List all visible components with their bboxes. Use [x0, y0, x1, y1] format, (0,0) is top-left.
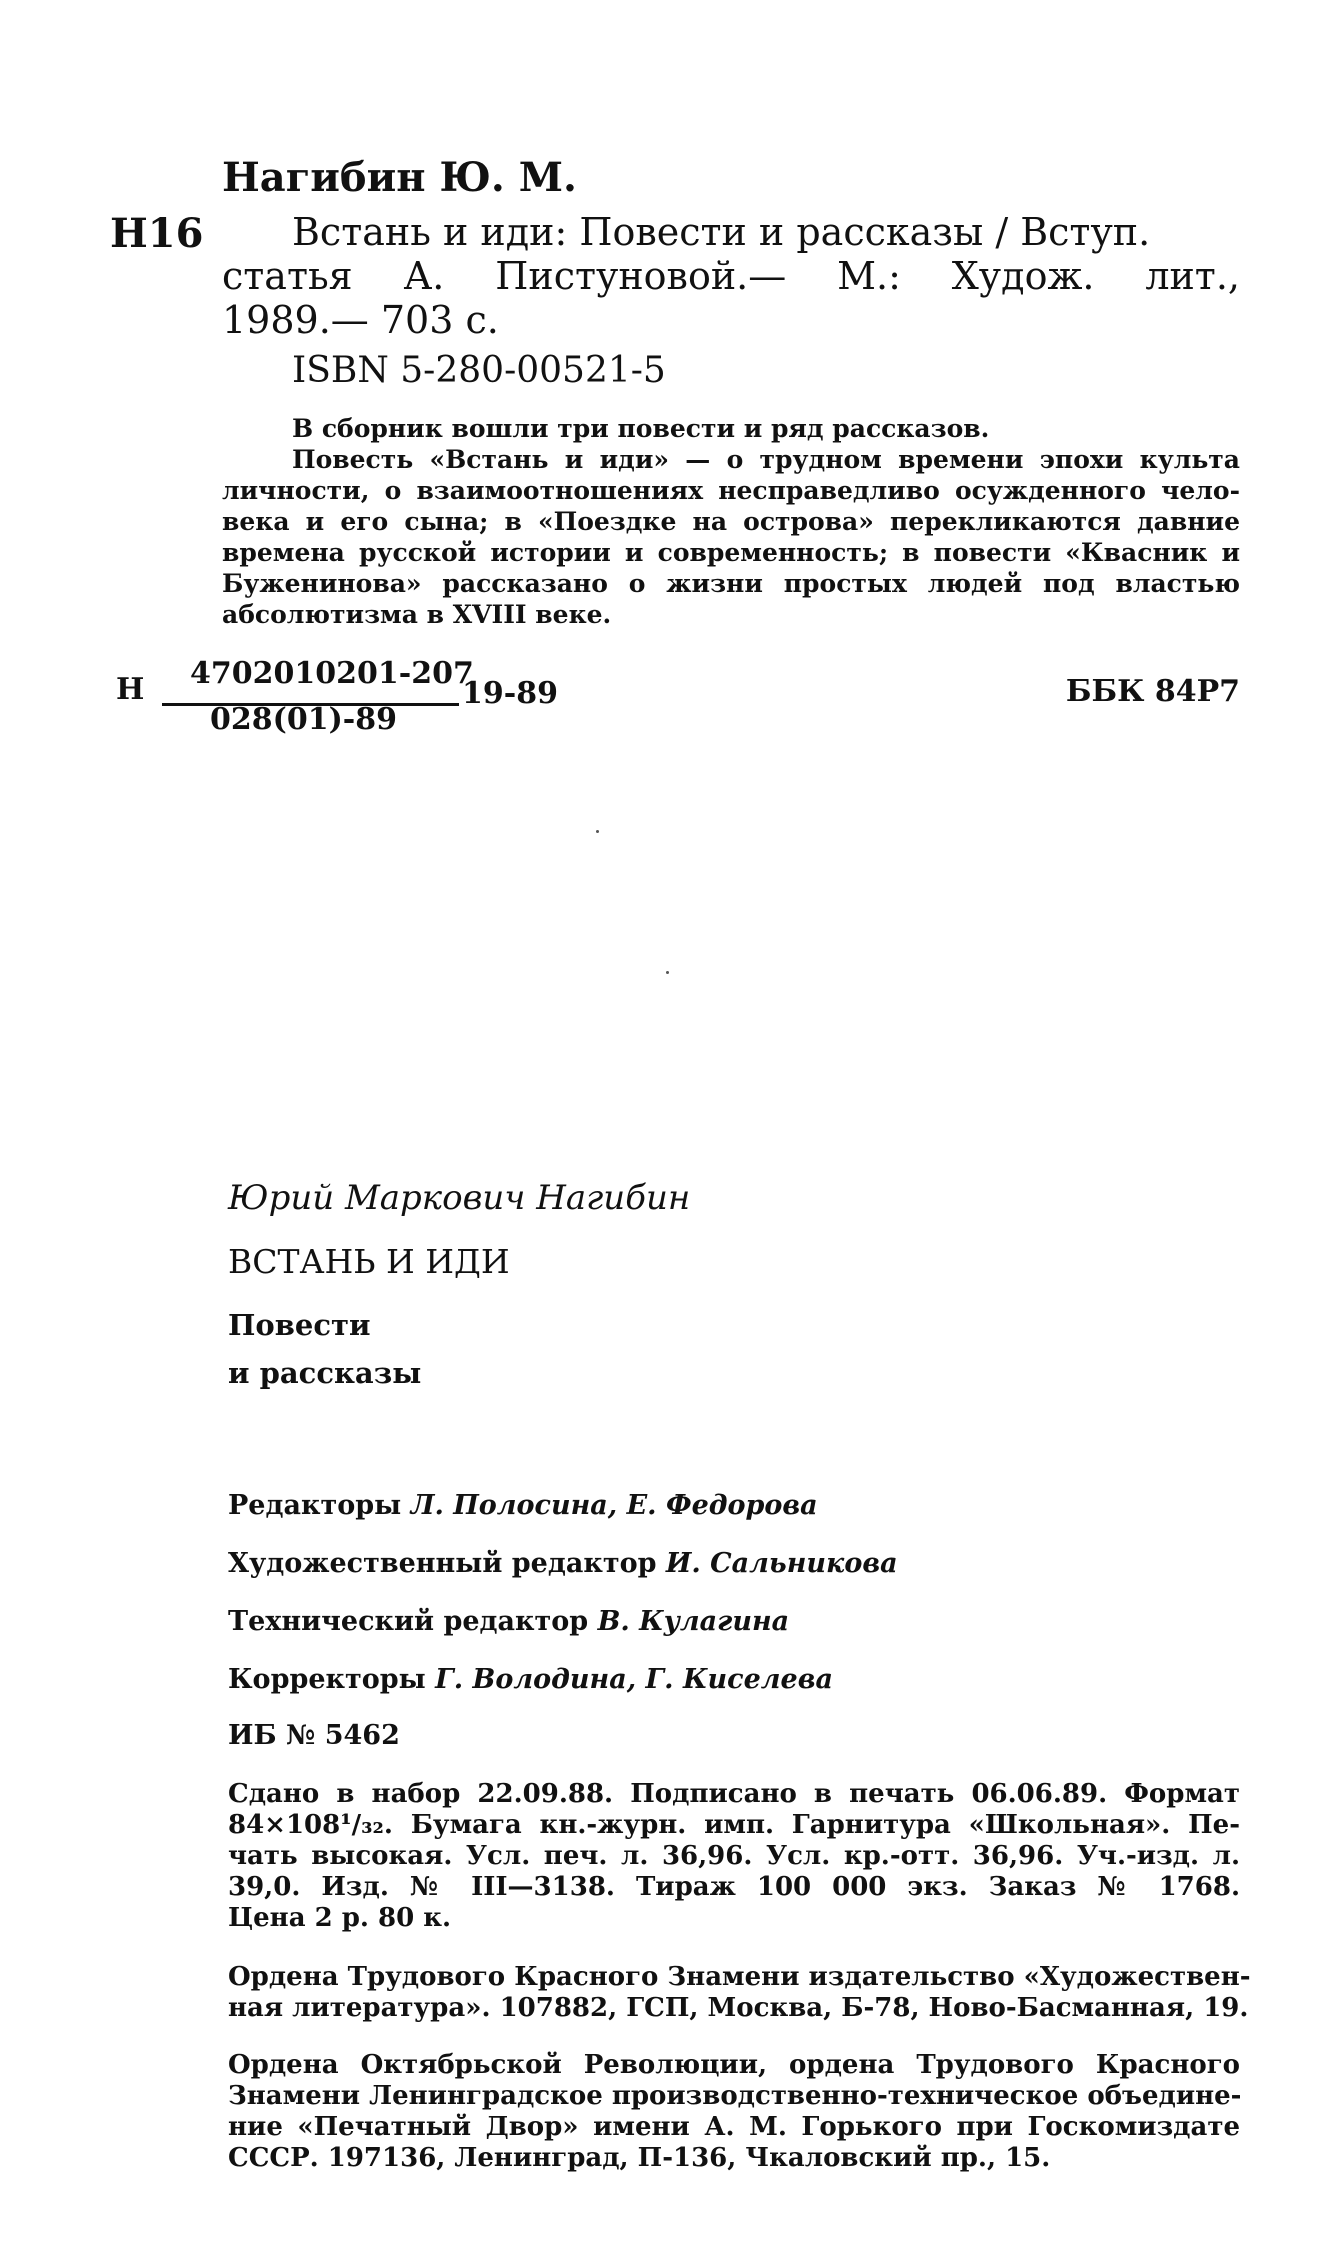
classification-letter: Н [116, 672, 145, 707]
annotation-line: абсолютизма в XVIII веке. [222, 600, 612, 629]
credit-names: В. Кулагина [597, 1606, 790, 1637]
classification-denominator: 028(01)-89 [210, 702, 397, 737]
credit-names: И. Сальникова [665, 1548, 898, 1579]
production-line: чать высокая. Усл. печ. л. 36,96. Усл. кр.-отт. 36,96. Уч.-изд. л. [228, 1841, 1240, 1871]
genre-line: Повести [228, 1308, 371, 1342]
printer-line: Знамени Ленинградское производственно-техническое объедине- [228, 2081, 1242, 2111]
production-line: 39,0. Изд. № III—3138. Тираж 100 000 экз. Заказ № 1768. [228, 1872, 1240, 1902]
credit-names: Л. Полосина, Е. Федорова [410, 1490, 818, 1521]
printer-line: Ордена Октябрьской Революции, ордена Трудового Красного [228, 2050, 1240, 2080]
card-isbn: ISBN 5-280-00521-5 [292, 350, 666, 391]
production-line: Сдано в набор 22.09.88. Подписано в печать 06.06.89. Формат [228, 1779, 1240, 1809]
card-description-line: статья А. Пистуновой.— М.: Худож. лит., [222, 254, 1240, 298]
card-description-line: Встань и иди: Повести и рассказы / Вступ. [292, 210, 1151, 254]
print-speck [666, 971, 669, 974]
credit-names: Г. Володина, Г. Киселева [435, 1664, 833, 1695]
publisher-line: Ордена Трудового Красного Знамени издательство «Художествен- [228, 1962, 1251, 1992]
printer-line: СССР. 197136, Ленинград, П-136, Чкаловский пр., 15. [228, 2143, 1051, 2173]
annotation-line: века и его сына; в «Поездке на острова» перекликаются давние [222, 507, 1240, 536]
ib-number: ИБ № 5462 [228, 1720, 400, 1751]
credit-proofreaders [228, 1664, 833, 1695]
card-code: Н16 [110, 210, 204, 257]
production-line: 84×108¹/₃₂. Бумага кн.-журн. имп. Гарнитура «Школьная». Пе- [228, 1810, 1240, 1840]
credit-tech-editor [228, 1606, 789, 1637]
credit-role: Технический редактор [228, 1606, 589, 1637]
card-author: Нагибин Ю. М. [222, 154, 577, 201]
annotation-line: личности, о взаимоотношениях несправедливо осужденного чело- [222, 476, 1240, 505]
credit-role: Художественный редактор [228, 1548, 657, 1579]
annotation-line: Повесть «Встань и иди» — о трудном времени эпохи культа [292, 445, 1240, 474]
card-description-line: 1989.— 703 с. [222, 298, 499, 342]
genre-line: и рассказы [228, 1356, 422, 1390]
printer-line: ние «Печатный Двор» имени А. М. Горького при Госкомиздате [228, 2112, 1240, 2142]
publisher-line: ная литература». 107882, ГСП, Москва, Б-78, Ново-Басманная, 19. [228, 1993, 1249, 2023]
annotation-line: Буженинова» рассказано о жизни простых людей под властью [222, 569, 1240, 598]
credit-role: Редакторы [228, 1490, 402, 1521]
author-full-name: Юрий Маркович Нагибин [228, 1178, 691, 1218]
credit-role: Корректоры [228, 1664, 426, 1695]
classification-suffix: 19-89 [462, 676, 558, 711]
bbk-code: ББК 84Р7 [1065, 674, 1240, 709]
book-title: ВСТАНЬ И ИДИ [228, 1242, 510, 1281]
credit-editors [228, 1490, 818, 1521]
credit-art-editor [228, 1548, 898, 1579]
annotation-line: В сборник вошли три повести и ряд рассказов. [292, 414, 990, 443]
production-line: Цена 2 р. 80 к. [228, 1903, 452, 1933]
print-speck [596, 830, 599, 833]
annotation-line: времена русской истории и современность; в повести «Квасник и [222, 538, 1240, 567]
classification-numerator: 4702010201-207 [190, 656, 474, 691]
